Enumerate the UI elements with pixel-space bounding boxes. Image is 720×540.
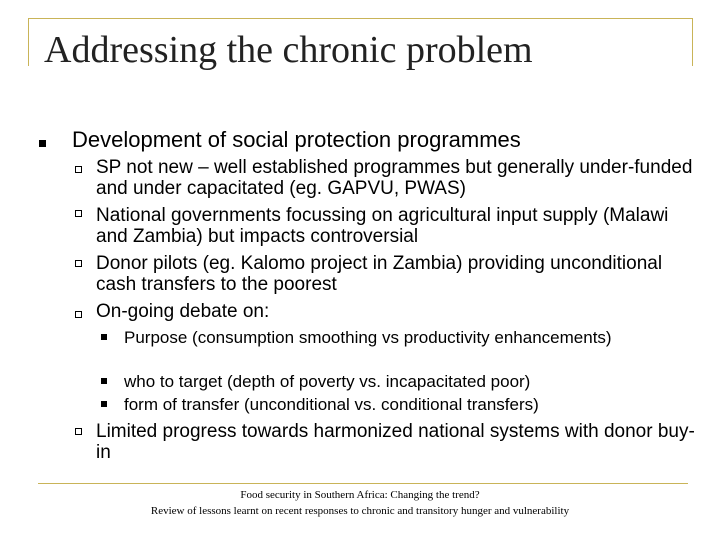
small-square-bullet-icon xyxy=(101,334,107,340)
hollow-square-bullet-icon xyxy=(75,311,82,318)
last-bullet-text: Limited progress towards harmonized national systems with donor buy-in xyxy=(96,421,695,463)
footer-line-1: Food security in Southern Africa: Changing the trend? xyxy=(240,489,480,501)
small-square-bullet-icon xyxy=(101,378,107,384)
title-frame-right-rule xyxy=(692,18,693,66)
hollow-square-bullet-icon xyxy=(75,210,82,217)
sub-bullet-2: National governments focussing on agricultural input supply (Malawi and Zambia) but impacts controversial xyxy=(96,205,669,247)
slide-title: Addressing the chronic problem xyxy=(44,29,533,71)
footer-line-2: Review of lessons learnt on recent responses to chronic and transitory hunger and vulnerability xyxy=(150,505,570,517)
debate-item-3: form of transfer (unconditional vs. conditional transfers) xyxy=(124,395,539,414)
title-frame-top-rule xyxy=(28,18,692,19)
footer xyxy=(0,487,720,519)
footer-rule xyxy=(38,483,688,484)
square-bullet-icon xyxy=(39,140,46,147)
hollow-square-bullet-icon xyxy=(75,166,82,173)
debate-item-2: who to target (depth of poverty vs. incapacitated poor) xyxy=(124,372,531,391)
debate-item-1: Purpose (consumption smoothing vs productivity enhancements) xyxy=(124,328,612,347)
small-square-bullet-icon xyxy=(101,401,107,407)
sub-bullet-4: On-going debate on: xyxy=(96,301,270,322)
hollow-square-bullet-icon xyxy=(75,428,82,435)
hollow-square-bullet-icon xyxy=(75,260,82,267)
sub-bullet-3: Donor pilots (eg. Kalomo project in Zambia) providing unconditional cash transfers to the poorest xyxy=(96,253,663,295)
title-frame-left-rule xyxy=(28,18,29,66)
sub-bullet-1: SP not new – well established programmes but generally under-funded and under capacitated (eg. GAPVU, PWAS) xyxy=(96,157,693,199)
main-bullet-text: Development of social protection programmes xyxy=(72,127,521,152)
